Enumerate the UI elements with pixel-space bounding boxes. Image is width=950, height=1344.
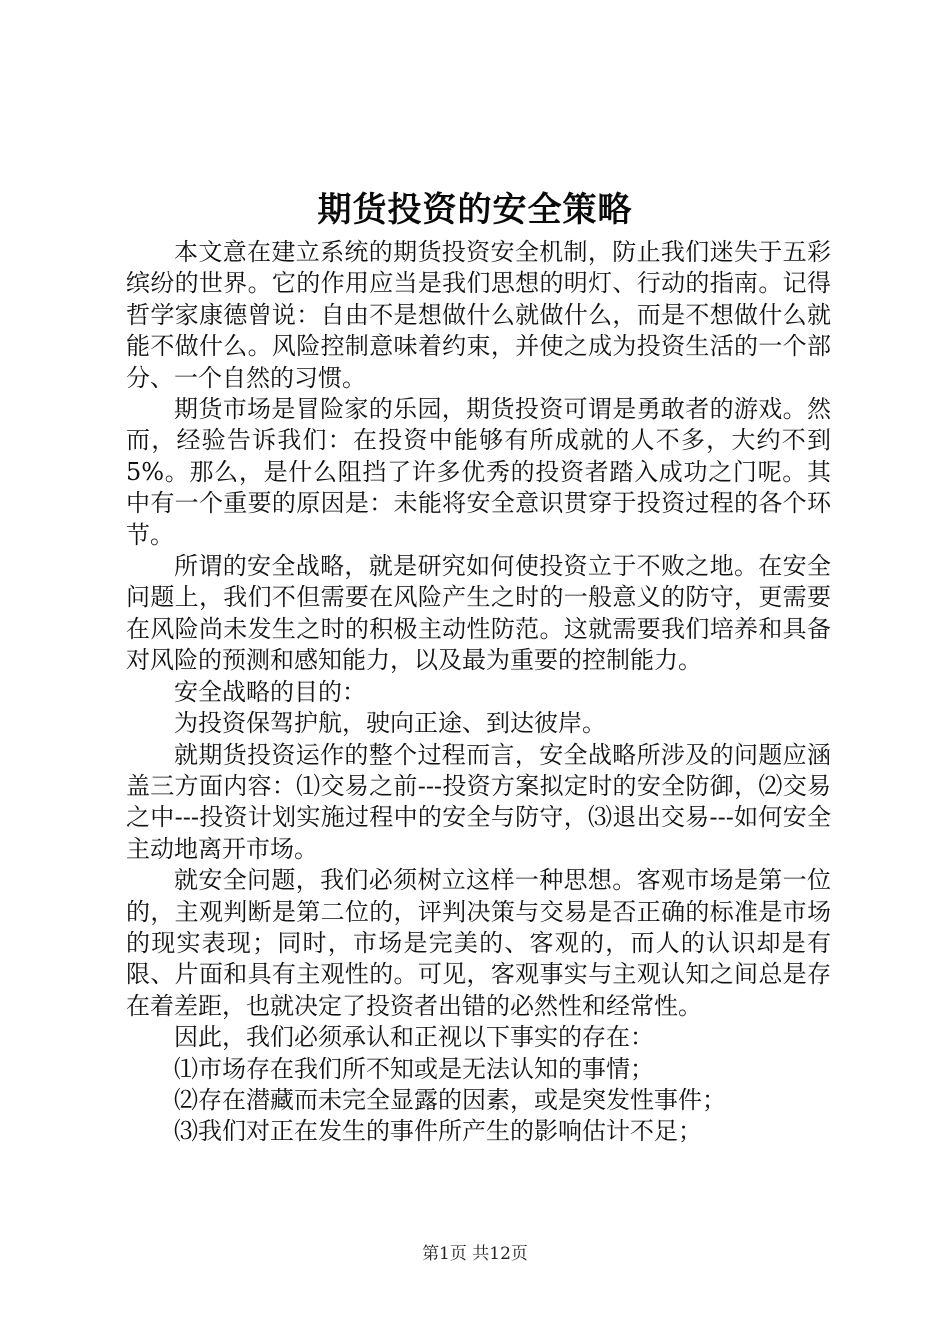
page-footer: 第1页 共12页 (422, 1244, 528, 1264)
paragraph: 本文意在建立系统的期货投资安全机制，防止我们迷失于五彩缤纷的世界。它的作用应当是我们思想的明灯、行动的指南。记得哲学家康德曾说：自由不是想做什么就做什么，而是不想做什么就能不做什么。风险控制意味着约束，并使之成为投资生活的一个部分、一个自然的习惯。 (126, 238, 831, 392)
document-title: 期货投资的安全策略 (317, 190, 633, 230)
paragraph: 因此，我们必须承认和正视以下事实的存在： (174, 1023, 654, 1052)
list-item: ⑴市场存在我们所不知或是无法认知的事情； (174, 1054, 654, 1083)
paragraph: 安全战略的目的： (174, 677, 366, 706)
list-item: ⑶我们对正在发生的事件所产生的影响估计不足； (174, 1117, 702, 1146)
paragraph: 就期货投资运作的整个过程而言，安全战略所涉及的问题应涵盖三方面内容：⑴交易之前---投资方案拟定时的安全防御，⑵交易之中---投资计划实施过程中的安全与防守，⑶退出交易---如何安全主动地离开市场。 (126, 740, 831, 863)
document-body (126, 237, 831, 1148)
paragraph: 就安全问题，我们必须树立这样一种思想。客观市场是第一位的，主观判断是第二位的，评判决策与交易是否正确的标准是市场的现实表现；同时，市场是完美的、客观的，而人的认识却是有限、片面和具有主观性的。可见，客观事实与主观认知之间总是存在着差距，也就决定了投资者出错的必然性和经常性。 (126, 866, 831, 1020)
paragraph: 所谓的安全战略，就是研究如何使投资立于不败之地。在安全问题上，我们不但需要在风险产生之时的一般意义的防守，更需要在风险尚未发生之时的积极主动性防范。这就需要我们培养和具备对风险的预测和感知能力，以及最为重要的控制能力。 (126, 552, 831, 675)
list-item: ⑵存在潜藏而未完全显露的因素，或是突发性事件； (174, 1085, 726, 1114)
paragraph: 为投资保驾护航，驶向正途、到达彼岸。 (174, 709, 606, 738)
paragraph: 期货市场是冒险家的乐园，期货投资可谓是勇敢者的游戏。然而，经验告诉我们：在投资中能够有所成就的人不多，大约不到5%。那么，是什么阻挡了许多优秀的投资者踏入成功之门呢。其中有一个重要的原因是：未能将安全意识贯穿于投资过程的各个环节。 (126, 395, 831, 549)
